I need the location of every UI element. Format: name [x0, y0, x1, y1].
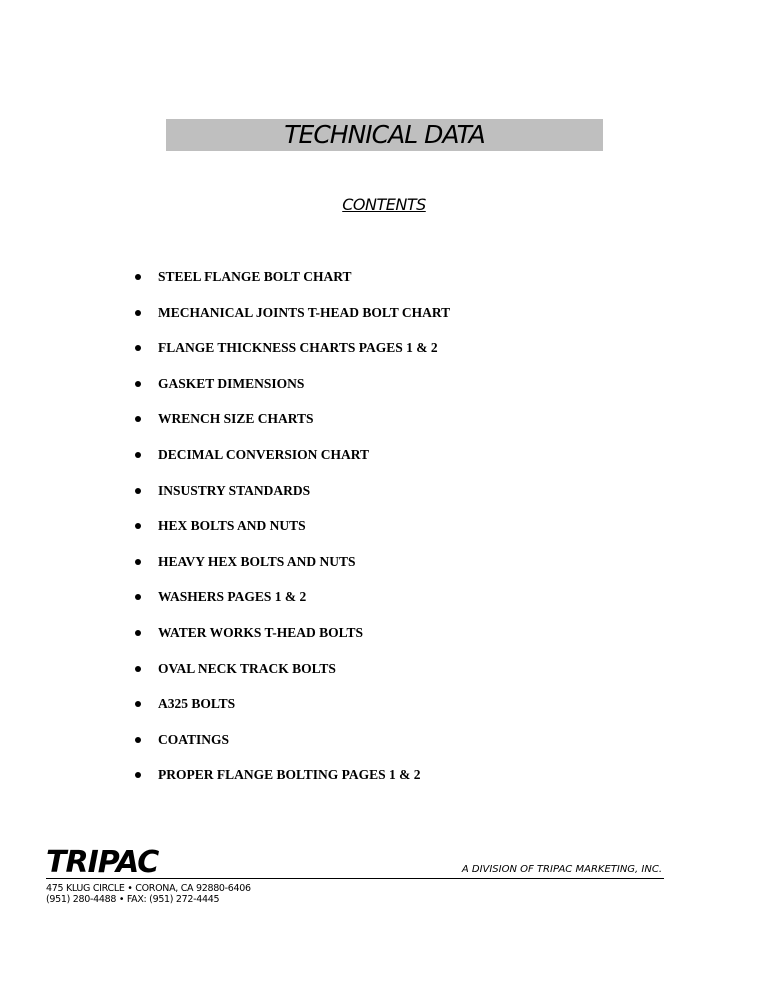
title-bar	[166, 119, 603, 151]
list-item-label: COATINGS	[158, 731, 230, 747]
list-item-label: INSUSTRY STANDARDS	[158, 482, 311, 498]
list-item	[135, 410, 450, 446]
bullet-icon	[135, 772, 141, 778]
contents-heading: CONTENTS	[342, 195, 426, 214]
list-item	[135, 268, 450, 304]
list-item	[135, 304, 450, 340]
list-item	[135, 517, 450, 553]
list-item	[135, 482, 450, 518]
list-item	[135, 731, 450, 767]
bullet-icon	[135, 559, 141, 565]
list-item-label: GASKET DIMENSIONS	[158, 375, 305, 391]
bullet-icon	[135, 345, 141, 351]
list-item-label: A325 BOLTS	[158, 696, 236, 712]
list-item	[135, 660, 450, 696]
list-item-label: HEX BOLTS AND NUTS	[158, 518, 306, 534]
list-item-label: HEAVY HEX BOLTS AND NUTS	[158, 553, 356, 569]
list-item	[135, 339, 450, 375]
list-item-label: MECHANICAL JOINTS T-HEAD BOLT CHART	[158, 304, 451, 320]
page-title: TECHNICAL DATA	[284, 120, 485, 149]
bullet-icon	[135, 630, 141, 636]
bullet-icon	[135, 737, 141, 743]
list-item	[135, 766, 450, 802]
company-logo: TRIPAC	[46, 845, 159, 880]
bullet-icon	[135, 274, 141, 280]
contents-list	[135, 268, 450, 802]
list-item-label: PROPER FLANGE BOLTING PAGES 1 & 2	[158, 767, 421, 783]
list-item	[135, 695, 450, 731]
list-item-label: WRENCH SIZE CHARTS	[158, 411, 314, 427]
list-item-label: WATER WORKS T-HEAD BOLTS	[158, 624, 363, 640]
bullet-icon	[135, 452, 141, 458]
list-item	[135, 553, 450, 589]
address-line: 475 KLUG CIRCLE • CORONA, CA 92880-6406	[46, 883, 251, 894]
list-item-label: DECIMAL CONVERSION CHART	[158, 446, 370, 462]
list-item-label: FLANGE THICKNESS CHARTS PAGES 1 & 2	[158, 340, 438, 356]
bullet-icon	[135, 381, 141, 387]
phone-fax-line: (951) 280-4488 • FAX: (951) 272-4445	[46, 894, 220, 905]
bullet-icon	[135, 416, 141, 422]
bullet-icon	[135, 594, 141, 600]
list-item-label: OVAL NECK TRACK BOLTS	[158, 660, 336, 676]
list-item-label: STEEL FLANGE BOLT CHART	[158, 269, 352, 284]
bullet-icon	[135, 666, 141, 672]
bullet-icon	[135, 310, 141, 316]
list-item	[135, 624, 450, 660]
bullet-icon	[135, 488, 141, 494]
list-item	[135, 375, 450, 411]
list-item	[135, 446, 450, 482]
bullet-icon	[135, 701, 141, 707]
list-item	[135, 588, 450, 624]
division-text: A DIVISION OF TRIPAC MARKETING, INC.	[461, 864, 662, 875]
list-item-label: WASHERS PAGES 1 & 2	[158, 589, 307, 605]
footer-divider	[46, 878, 664, 879]
bullet-icon	[135, 523, 141, 529]
footer-address	[46, 883, 251, 905]
